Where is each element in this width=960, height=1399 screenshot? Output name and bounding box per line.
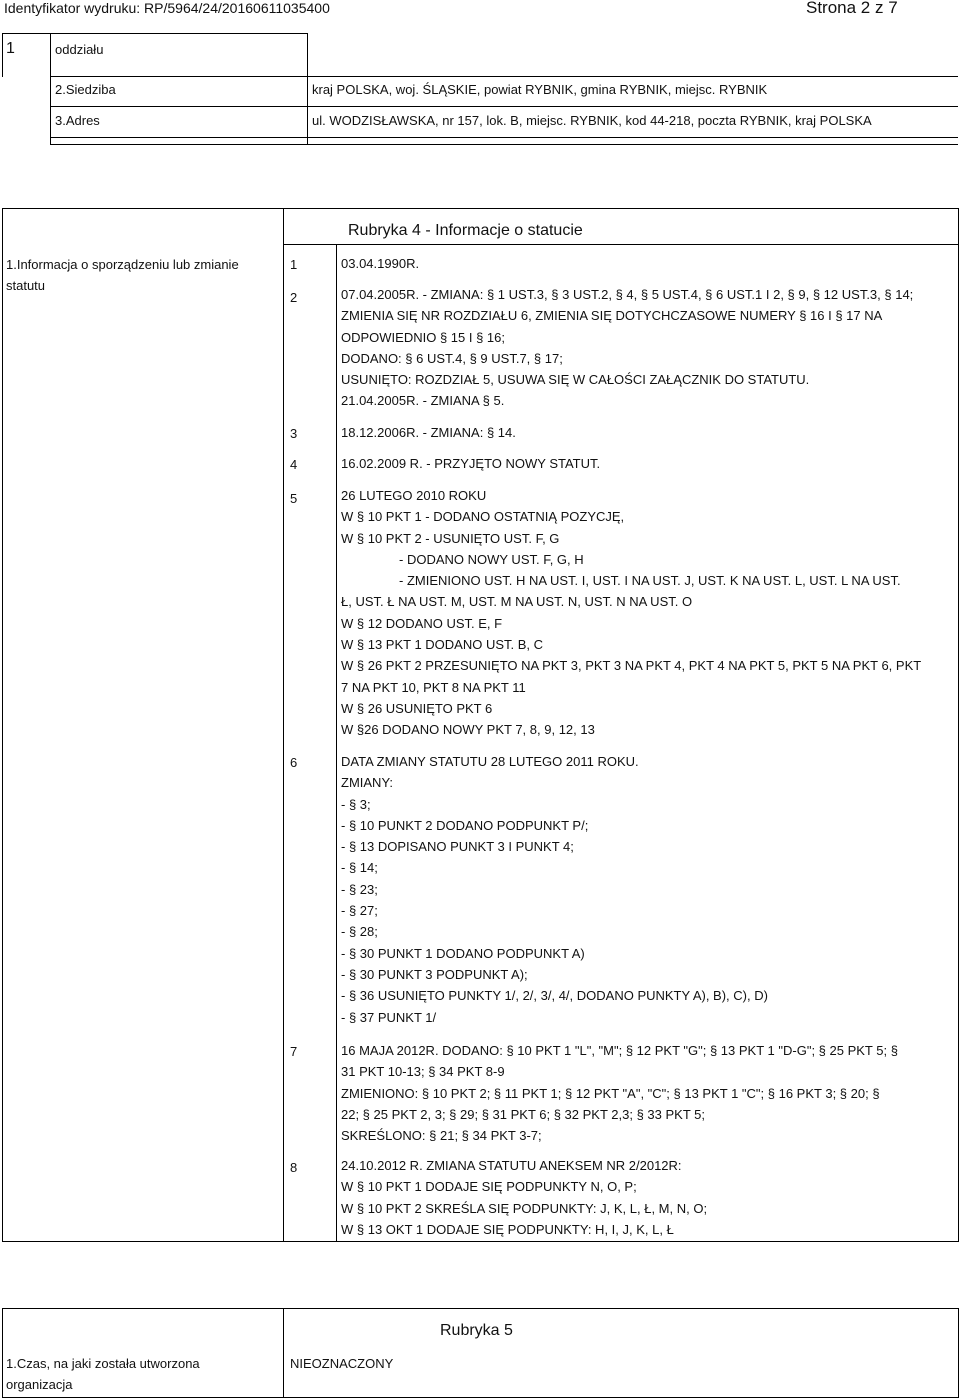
print-identifier: Identyfikator wydruku: RP/5964/24/20160611035400 bbox=[4, 0, 330, 16]
entry-text: 16 MAJA 2012R. DODANO: § 10 PKT 1 "L", "M"; § 12 PKT "G"; § 13 PKT 1 "D-G"; § 25 PKT 5; § 31 PKT 10-13; § 34 PKT 8-9 ZMIENIONO: § 10 PKT 2; § 11 PKT 1; § 12 PKT "A", "C"; § 13 PKT 1 "C"; § 16 PKT 3; § 20; § 22; § 25 PKT 2, 3; § 29; § 31 PKT 6; § 32 PKT 2,3; § 33 PKT 5; SKREŚLONO: § 21; § 34 PKT 3-7; bbox=[341, 1043, 898, 1144]
entry-text: 24.10.2012 R. ZMIANA STATUTU ANEKSEM NR 2/2012R: W § 10 PKT 1 DODAJE SIĘ PODPUNKTY N, O, P; W § 10 PKT 2 SKREŚLA SIĘ PODPUNKTY: J, K, L, Ł, M, N, O; W § 13 OKT 1 DODAJE SIĘ PODPUNKTY: H, I, J, K, L, Ł bbox=[341, 1158, 708, 1237]
entry-text: 26 LUTEGO 2010 ROKU W § 10 PKT 1 - DODANO OSTATNIĄ POZYCJĘ, W § 10 PKT 2 - USUNIĘTO UST. F, G - DODANO NOWY UST. F, G, H - ZMIENIONO UST. H NA UST. I, UST. I NA UST. J, UST. K NA UST. L, UST. L NA UST. Ł, UST. Ł NA UST. M, UST. M NA UST. N, UST. N NA UST. O W § 12 DODANO UST. E, F W § 13 PKT 1 DODANO UST. B, C W § 26 PKT 2 PRZESUNIĘTO NA PKT 3, PKT 3 NA PKT 4, PKT 4 NA PKT 5, PKT 5 NA PKT 6, PKT 7 NA PKT 10, PKT 8 NA PKT 11 W § 26 USUNIĘTO PKT 6 W §26 DODANO NOWY PKT 7, 8, 9, 12, 13 bbox=[341, 488, 922, 738]
rubryka-5-value: NIEOZNACZONY bbox=[290, 1356, 394, 1371]
entry-text: 16.02.2009 R. - PRZYJĘTO NOWY STATUT. bbox=[341, 456, 601, 471]
rubryka-5-label-cont: organizacja bbox=[6, 1377, 73, 1392]
section-number: 1 bbox=[6, 40, 15, 57]
row-value-adres: ul. WODZISŁAWSKA, nr 157, lok. B, miejsc. RYBNIK, kod 44-218, poczta RYBNIK, kraj POLSKA bbox=[312, 113, 872, 128]
entry-number: 3 bbox=[290, 426, 298, 441]
entry-text: 03.04.1990R. bbox=[341, 256, 420, 271]
row-value-siedziba: kraj POLSKA, woj. ŚLĄSKIE, powiat RYBNIK, gmina RYBNIK, miejsc. RYBNIK bbox=[312, 82, 768, 97]
entry-number: 2 bbox=[290, 290, 298, 305]
entry-text: 18.12.2006R. - ZMIANA: § 14. bbox=[341, 425, 516, 440]
entry-number: 4 bbox=[290, 457, 298, 472]
entry-text: DATA ZMIANY STATUTU 28 LUTEGO 2011 ROKU. ZMIANY: - § 3; - § 10 PUNKT 2 DODANO PODPUNKT P/; - § 13 DOPISANO PUNKT 3 I PUNKT 4; - § 14; - § 23; - § 27; - § 28; - § 30 PUNKT 1 DODANO PODPUNKT A) - § 30 PUNKT 3 PODPUNKT A); - § 36 USUNIĘTO PUNKTY 1/, 2/, 3/, 4/, DODANO PUNKTY A), B), C), D) - § 37 PUNKT 1/ bbox=[341, 754, 768, 1025]
entry-text: 07.04.2005R. - ZMIANA: § 1 UST.3, § 3 UST.2, § 4, § 5 UST.4, § 6 UST.1 I 2, § 9, § 12 UST.3, § 14; ZMIENIA SIĘ NR ROZDZIAŁU 6, ZMIENIA SIĘ DOTYCHCZASOWE NUMERY § 16 I § 17 NA ODPOWIEDNIO § 15 I § 16; DODANO: § 6 UST.4, § 9 UST.7, § 17; USUNIĘTO: ROZDZIAŁ 5, USUWA SIĘ W CAŁOŚCI ZAŁĄCZNIK DO STATUTU. 21.04.2005R. - ZMIANA § 5. bbox=[341, 287, 914, 409]
rubryka-4-title: Rubryka 4 - Informacje o statucie bbox=[348, 222, 583, 239]
rubryka-5-title: Rubryka 5 bbox=[440, 1322, 513, 1339]
rubryka-4-label: 1.Informacja o sporządzeniu lub zmianie bbox=[6, 257, 239, 272]
entry-number: 6 bbox=[290, 755, 298, 770]
entry-number: 7 bbox=[290, 1044, 298, 1059]
rubryka-4-label-cont: statutu bbox=[6, 278, 46, 293]
row-label-adres: 3.Adres bbox=[55, 113, 100, 128]
row-label-siedziba: 2.Siedziba bbox=[55, 82, 116, 97]
entry-number: 8 bbox=[290, 1160, 298, 1175]
entry-number: 1 bbox=[290, 257, 298, 272]
row-label-oddzialu: oddziału bbox=[55, 42, 104, 57]
entry-number: 5 bbox=[290, 491, 298, 506]
page-indicator: Strona 2 z 7 bbox=[806, 0, 898, 17]
rubryka-5-label: 1.Czas, na jaki została utworzona bbox=[6, 1356, 200, 1371]
